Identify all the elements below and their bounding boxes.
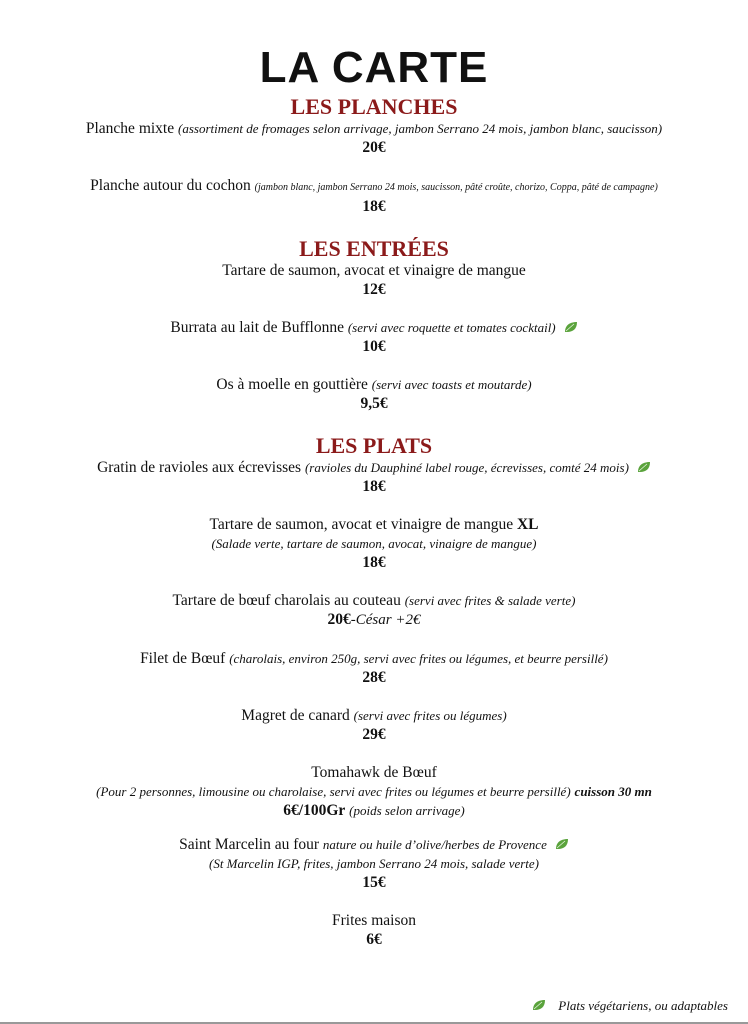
item-price: 15€ [362,874,386,891]
item-description: (servi avec toasts et moutarde) [371,377,532,392]
item-price: 9,5€ [360,395,388,412]
item-price: 18€ [362,198,386,215]
item-description: (assortiment de fromages selon arrivage, jambon Serrano 24 mois, jambon blanc, saucisson) [178,121,663,136]
section-heading-plats: LES PLATS [315,433,433,458]
item-description: (Pour 2 personnes, limousine ou charolaise, servi avec frites ou légumes et beurre persillé) [96,784,571,799]
menu-item [0,649,748,687]
section-heading-entrees: LES ENTRÉES [299,236,449,261]
item-price: 20€ [327,611,351,628]
item-name: Tartare de bœuf charolais au couteau [172,592,401,609]
item-price: 10€ [362,338,386,355]
item-name: Burrata au lait de Bufflonne [170,319,344,336]
item-price: 28€ [362,669,386,686]
item-name: Saint Marcelin au four [179,836,320,853]
menu-item [0,835,748,892]
menu-item [0,458,748,496]
vegetarian-leaf-icon [532,999,546,1011]
item-name: Tartare de saumon, avocat et vinaigre de mangue [222,262,526,279]
item-price: 18€ [362,478,386,495]
menu-item [0,515,748,572]
item-price-note: (poids selon arrivage) [349,803,465,818]
item-name: Tartare de saumon, avocat et vinaigre de mangue [209,516,514,533]
item-cooking-time: cuisson 30 mn [574,784,652,799]
item-price: 29€ [362,726,386,743]
menu-title: LA CARTE [259,43,489,92]
item-name: Os à moelle en gouttière [216,376,368,393]
vegetarian-leaf-icon [637,461,651,473]
item-price: 12€ [362,281,386,298]
item-description: (charolais, environ 250g, servi avec frites ou légumes, et beurre persillé) [229,651,608,666]
menu-item [0,706,748,744]
menu-page [0,44,748,949]
menu-item [0,119,748,157]
section-heading-planches: LES PLANCHES [290,94,458,119]
item-price: 6€ [366,931,382,948]
menu-item [0,591,748,630]
menu-item [0,375,748,413]
item-name: Tomahawk de Bœuf [311,764,437,781]
menu-item [0,176,748,216]
item-name: Gratin de ravioles aux écrevisses [97,459,302,476]
item-description: (St Marcelin IGP, frites, jambon Serrano 24 mois, salade verte) [208,856,539,871]
item-price: 18€ [362,554,386,571]
item-description: (Salade verte, tartare de saumon, avocat, vinaigre de mangue) [211,536,537,551]
menu-item [0,763,748,820]
item-description: (ravioles du Dauphiné label rouge, écrevisses, comté 24 mois) [304,460,629,475]
item-description: (servi avec frites ou légumes) [353,708,507,723]
menu-item [0,318,748,356]
vegetarian-leaf-icon [564,321,578,333]
legend-text: Plats végétariens, ou adaptables [558,998,728,1013]
item-price: 20€ [362,139,386,156]
item-price: 6€/100Gr [283,802,346,819]
item-name: Planche mixte [85,120,175,137]
item-name-suffix: XL [516,516,539,533]
item-description: (servi avec roquette et tomates cocktail) [347,320,556,335]
item-price-note: -César +2€ [350,612,421,628]
item-name: Magret de canard [241,707,350,724]
item-description: (jambon blanc, jambon Serrano 24 mois, saucisson, pâté croûte, chorizo, Coppa, pâté de campagne) [254,182,658,193]
menu-item [0,911,748,949]
item-description: (servi avec frites & salade verte) [404,593,576,608]
item-name: Filet de Bœuf [140,650,226,667]
vegetarian-leaf-icon [555,838,569,850]
item-name-note: nature ou huile d’olive/herbes de Provence [322,837,547,852]
item-name: Planche autour du cochon [90,177,251,194]
item-name: Frites maison [332,912,416,929]
menu-item [0,261,748,299]
vegetarian-legend [532,998,728,1014]
